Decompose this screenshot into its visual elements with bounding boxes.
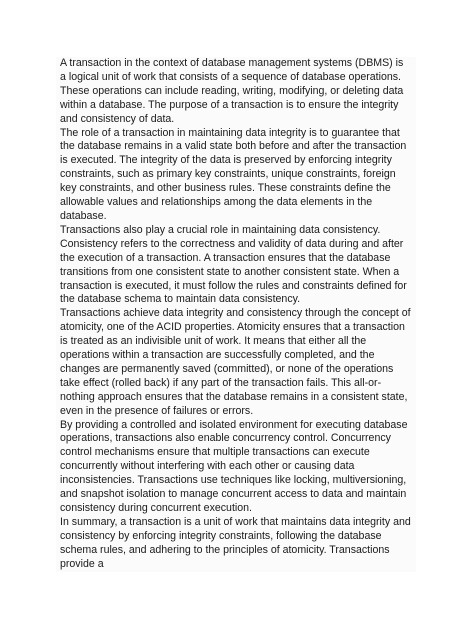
paragraph-concurrency-control: By providing a controlled and isolated environment for executing database operations, transactions also enable concurrency control. Concurrency control mechanisms ensure that multiple transactions can execute concurrently without interfering with each other or causing data inconsistencies. Transactions use techniques like locking, multiversioning, and snapshot isolation to manage concurrent access to data and maintain consistency during concurrent execution. (60, 418, 408, 514)
document-body (56, 57, 416, 572)
paragraph-transaction-definition: A transaction in the context of database management systems (DBMS) is a logical unit of work that consists of a sequence of database operations. These operations can include reading, writing, modifying, or deleting data within a database. The purpose of a transaction is to ensure the integrity and consistency of data. (60, 57, 404, 125)
paragraph-atomicity: Transactions achieve data integrity and consistency through the concept of atomicity, one of the ACID properties. Atomicity ensures that a transaction is treated as an indivisible unit of work. It means that either all the operations within a transaction are successfully completed, and the changes are permanently saved (committed), or none of the operations take effect (rolled back) if any part of the transaction fails. This all-or-nothing approach ensures that the database remains in a consistent state, even in the presence of failures or errors. (60, 307, 411, 417)
paragraph-data-consistency: Transactions also play a crucial role in maintaining data consistency. Consistency refers to the correctness and validity of data during and after the execution of a transaction. A transaction ensures that the database transitions from one consistent state to another consistent state. When a transaction is executed, it must follow the rules and constraints defined for the database schema to maintain data consistency. (60, 223, 407, 306)
paragraph-summary: In summary, a transaction is a unit of work that maintains data integrity and consistency by enforcing integrity constraints, following the database schema rules, and adhering to the principles of atomicity. Transactions provide a (60, 515, 411, 570)
paragraph-data-integrity: The role of a transaction in maintaining data integrity is to guarantee that the database remains in a valid state both before and after the transaction is executed. The integrity of the data is preserved by enforcing integrity constraints, such as primary key constraints, unique constraints, foreign key constraints, and other business rules. These constraints define the allowable values and relationships among the data elements in the database. (60, 126, 407, 222)
